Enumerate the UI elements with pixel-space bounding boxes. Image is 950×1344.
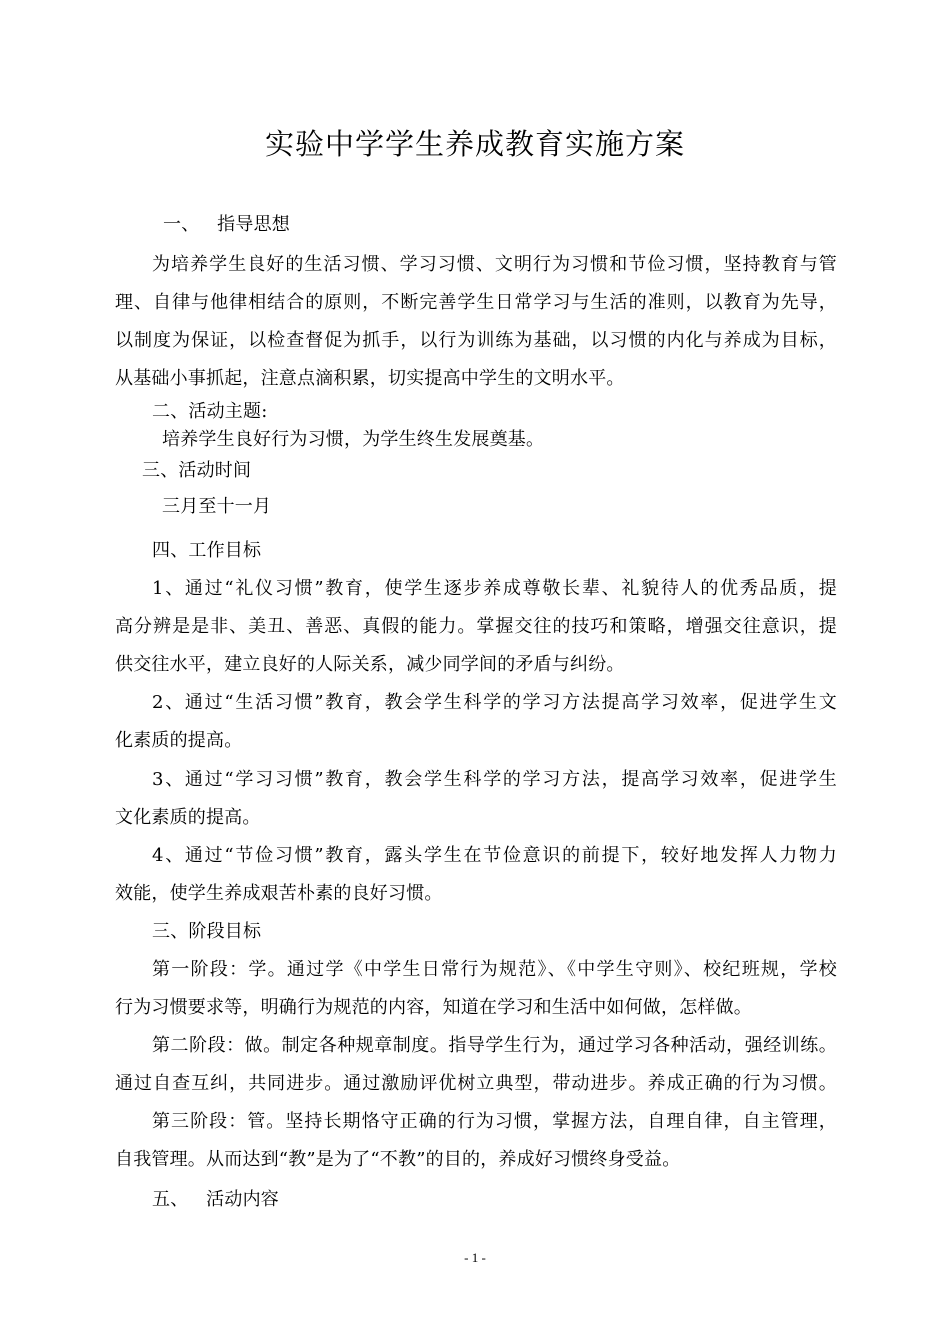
paragraph-line: 通过自查互纠，共同进步。通过激励评优树立典型，带动进步。养成正确的行为习惯。 — [115, 1073, 837, 1094]
document-title: 实验中学学生养成教育实施方案 — [264, 127, 685, 161]
paragraph-line: 供交往水平，建立良好的人际关系，减少同学间的矛盾与纠纷。 — [115, 654, 625, 675]
section-heading-activity-time: 三、活动时间 — [142, 460, 252, 481]
section-heading-activity-theme: 二、活动主题: — [152, 401, 268, 422]
paragraph-line: 4、通过“节俭习惯”教育，露头学生在节俭意识的前提下，较好地发挥人力物力 — [152, 845, 837, 866]
paragraph-line: 从基础小事抓起，注意点滴积累，切实提高中学生的文明水平。 — [115, 368, 625, 389]
paragraph-line: 第一阶段：学。通过学《中学生日常行为规范》、《中学生守则》、校纪班规，学校 — [152, 959, 837, 980]
paragraph-line: 为培养学生良好的生活习惯、学习习惯、文明行为习惯和节俭习惯，坚持教育与管 — [152, 254, 837, 275]
paragraph-line: 第二阶段：做。制定各种规章制度。指导学生行为，通过学习各种活动，强经训练。 — [152, 1035, 837, 1056]
paragraph-line: 行为习惯要求等，明确行为规范的内容，知道在学习和生活中如何做，怎样做。 — [115, 997, 752, 1018]
paragraph-line: 自我管理。从而达到“教”是为了“不教”的目的，养成好习惯终身受益。 — [115, 1149, 681, 1170]
paragraph-line: 第三阶段：管。坚持长期恪守正确的行为习惯，掌握方法，自理自律，自主管理， — [152, 1111, 837, 1132]
section-heading-work-goals: 四、工作目标 — [152, 540, 262, 561]
paragraph-line: 以制度为保证，以检查督促为抓手，以行为训练为基础，以习惯的内化与养成为目标， — [115, 330, 837, 351]
paragraph-line: 文化素质的提高。 — [115, 807, 261, 828]
section-heading-guiding-ideology: 一、 指导思想 — [163, 214, 290, 235]
paragraph-line: 2、通过“生活习惯”教育，教会学生科学的学习方法提高学习效率，促进学生文 — [152, 692, 837, 713]
section-heading-activity-content: 五、 活动内容 — [152, 1189, 279, 1210]
activity-time-text: 三月至十一月 — [162, 496, 272, 517]
section-heading-stage-goals: 三、阶段目标 — [152, 921, 262, 942]
paragraph-line: 3、通过“学习习惯”教育，教会学生科学的学习方法，提高学习效率，促进学生 — [152, 769, 837, 790]
page-number: - 1 - — [464, 1250, 486, 1265]
activity-theme-text: 培养学生良好行为习惯，为学生终生发展奠基。 — [162, 429, 545, 450]
paragraph-line: 高分辨是是非、美丑、善恶、真假的能力。掌握交往的技巧和策略，增强交往意识，提 — [115, 616, 837, 637]
paragraph-line: 化素质的提高。 — [115, 730, 243, 751]
paragraph-line: 效能，使学生养成艰苦朴素的良好习惯。 — [115, 883, 443, 904]
paragraph-line: 理、自律与他律相结合的原则，不断完善学生日常学习与生活的准则，以教育为先导， — [115, 292, 837, 313]
paragraph-line: 1、通过“礼仪习惯”教育，使学生逐步养成尊敬长辈、礼貌待人的优秀品质，提 — [152, 578, 837, 599]
